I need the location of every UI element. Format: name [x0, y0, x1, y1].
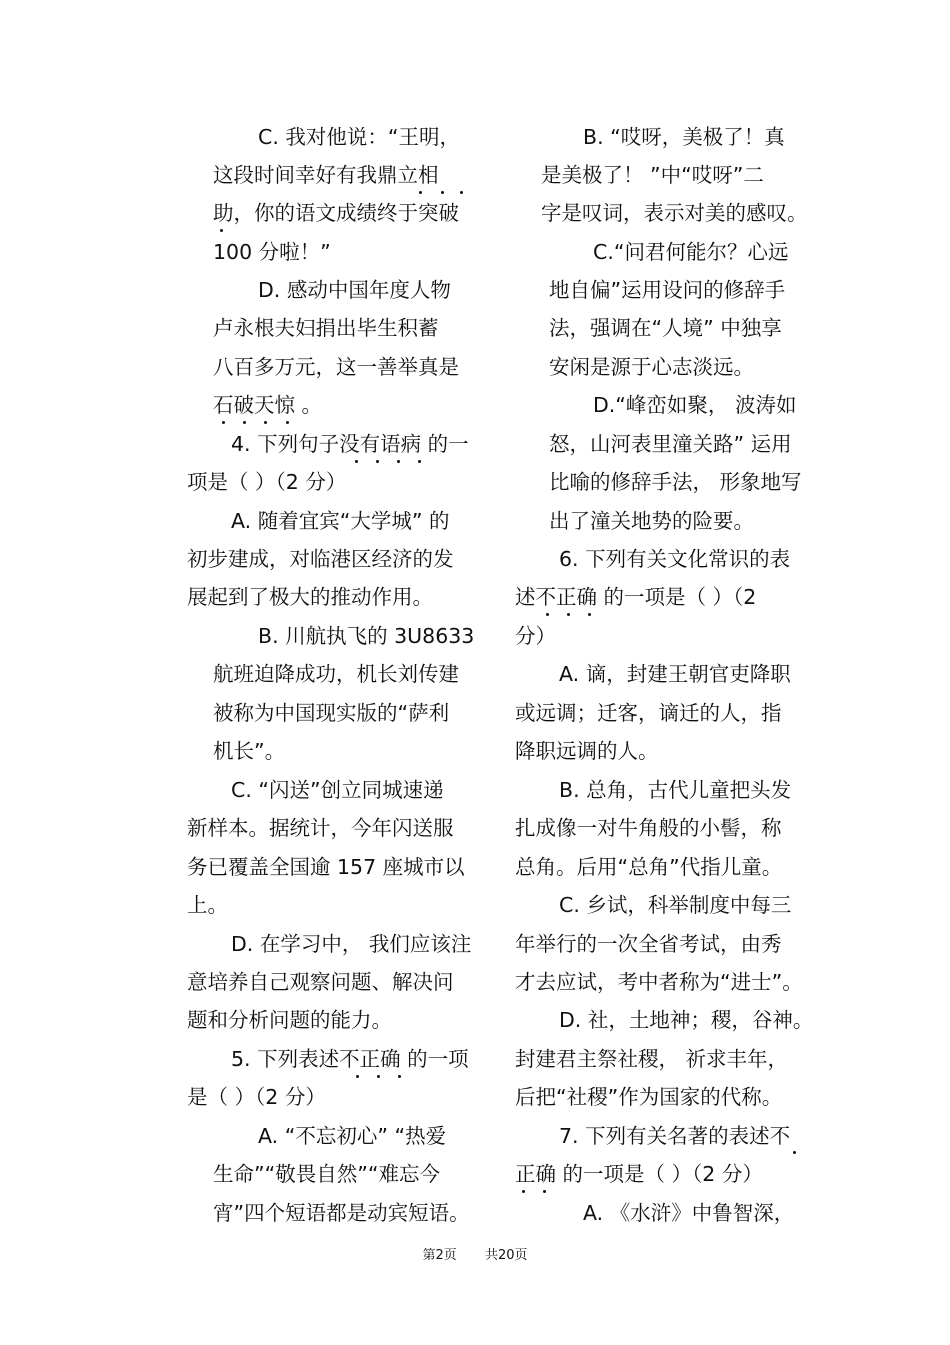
text-line: 述不正确 的一项是（ ）（2	[515, 585, 757, 609]
question-6-stem: 6. 下列有关文化常识的表	[559, 547, 791, 571]
emphasis-dot	[220, 229, 223, 232]
emphasis-dot	[376, 460, 379, 463]
text-line: 怒，山河表里潼关路” 运用	[549, 432, 792, 456]
emphasis-dot	[441, 191, 444, 194]
text-line: C. “闪送”创立同城速递	[231, 778, 444, 802]
text-line: B. 总角，古代儿童把头发	[559, 778, 792, 802]
emphasis-dot	[356, 1075, 359, 1078]
emphasis-dot	[543, 1190, 546, 1193]
text-line: 正确 的一项是（ ）（2 分）	[515, 1162, 763, 1186]
text-line: C. 乡试，科举制度中每三	[559, 893, 792, 917]
text-line: 降职远调的人。	[515, 739, 659, 763]
emphasis-dot	[377, 1075, 380, 1078]
text-line: 石破天惊 。	[213, 393, 323, 417]
text-line: 是（ ）（2 分）	[187, 1085, 326, 1109]
emphasis-dot	[264, 421, 267, 424]
text-line: 扎成像一对牛角般的小髻，称	[515, 816, 782, 840]
text-line: 字是叹词，表示对美的感叹。	[541, 201, 808, 225]
emphasis-dot	[397, 460, 400, 463]
emphasis-dot	[355, 460, 358, 463]
text-line: 生命”“敬畏自然”“难忘今	[213, 1162, 440, 1186]
emphasis-dot	[460, 191, 463, 194]
text-line: 航班迫降成功，机长刘传建	[213, 662, 459, 686]
text-line: 或远调；迁客，谪迁的人，指	[515, 701, 782, 725]
text-line: 出了潼关地势的险要。	[549, 509, 754, 533]
question-5-stem: 5. 下列表述不正确 的一项	[231, 1047, 469, 1071]
text-line: C. 我对他说：“王明，	[258, 125, 460, 149]
text-line: C.“问君何能尔？心远	[593, 240, 789, 264]
page-number: 第2页	[422, 1248, 457, 1263]
emphasis-dot	[286, 421, 289, 424]
text-line: 八百多万元，这一善举真是	[213, 355, 459, 379]
text-line: 年举行的一次全省考试，由秀	[515, 932, 782, 956]
text-line: 初步建成，对临港区经济的发	[187, 547, 454, 571]
text-line: 卢永根夫妇捐出毕生积蓄	[213, 316, 439, 340]
text-line: D. 感动中国年度人物	[258, 278, 451, 302]
question-4-stem: 4. 下列句子没有语病 的一	[231, 432, 469, 456]
text-line: 封建君主祭社稷， 祈求丰年，	[515, 1047, 789, 1071]
emphasis-dot	[398, 1075, 401, 1078]
text-line: 题和分析问题的能力。	[187, 1008, 392, 1032]
text-line: 总角。后用“总角”代指儿童。	[515, 855, 783, 879]
text-line: 务已覆盖全国逾 157 座城市以	[187, 855, 465, 879]
text-line: 分）	[515, 624, 556, 648]
text-line: 比喻的修辞手法， 形象地写	[549, 470, 802, 494]
emphasis-dot	[418, 460, 421, 463]
text-line: 机长”。	[213, 739, 286, 763]
text-line: A. 《水浒》中鲁智深，	[583, 1201, 795, 1225]
text-line: 才去应试，考中者称为“进士”。	[515, 970, 803, 994]
text-line: 这段时间幸好有我鼎立相	[213, 163, 439, 187]
text-line: A. “不忘初心” “热爱	[258, 1124, 447, 1148]
text-line: 法，强调在“人境” 中独享	[549, 316, 782, 340]
text-line: 安闲是源于心志淡远。	[549, 355, 754, 379]
text-line: B. “哎呀，美极了！真	[583, 125, 785, 149]
text-line: 后把“社稷”作为国家的代称。	[515, 1085, 783, 1109]
text-line: 上。	[187, 893, 228, 917]
text-line: 意培养自己观察问题、解决问	[187, 970, 454, 994]
emphasis-dot	[222, 421, 225, 424]
text-line: 新样本。据统计，今年闪送服	[187, 816, 454, 840]
text-line: D. 社，土地神；稷，谷神。	[559, 1008, 814, 1032]
emphasis-dot	[588, 613, 591, 616]
emphasis-dot	[793, 1151, 796, 1154]
page-footer	[0, 1248, 950, 1264]
text-line: 是美极了！ ”中“哎呀”二	[541, 163, 764, 187]
text-line: 100 分啦！”	[213, 240, 331, 264]
question-7-stem: 7. 下列有关名著的表述不	[559, 1124, 791, 1148]
emphasis-dot	[546, 613, 549, 616]
text-line: D. 在学习中， 我们应该注	[231, 932, 472, 956]
text-line: 宵”四个短语都是动宾短语。	[213, 1201, 470, 1225]
text-line: A. 随着宜宾“大学城” 的	[231, 509, 450, 533]
text-line: B. 川航执飞的 3U8633	[258, 624, 475, 648]
emphasis-dot	[522, 1190, 525, 1193]
text-line: A. 谪，封建王朝官吏降职	[559, 662, 791, 686]
text-line: 助，你的语文成绩终于突破	[213, 201, 459, 225]
page-total: 共20页	[484, 1248, 528, 1263]
text-line: 项是（ ）（2 分）	[187, 470, 347, 494]
text-line: 展起到了极大的推动作用。	[187, 585, 433, 609]
emphasis-dot	[419, 191, 422, 194]
emphasis-dot	[567, 613, 570, 616]
text-line: 地自偏”运用设问的修辞手	[549, 278, 786, 302]
text-line: D.“峰峦如聚， 波涛如	[593, 393, 797, 417]
text-line: 被称为中国现实版的“萨利	[213, 701, 450, 725]
emphasis-dot	[243, 421, 246, 424]
